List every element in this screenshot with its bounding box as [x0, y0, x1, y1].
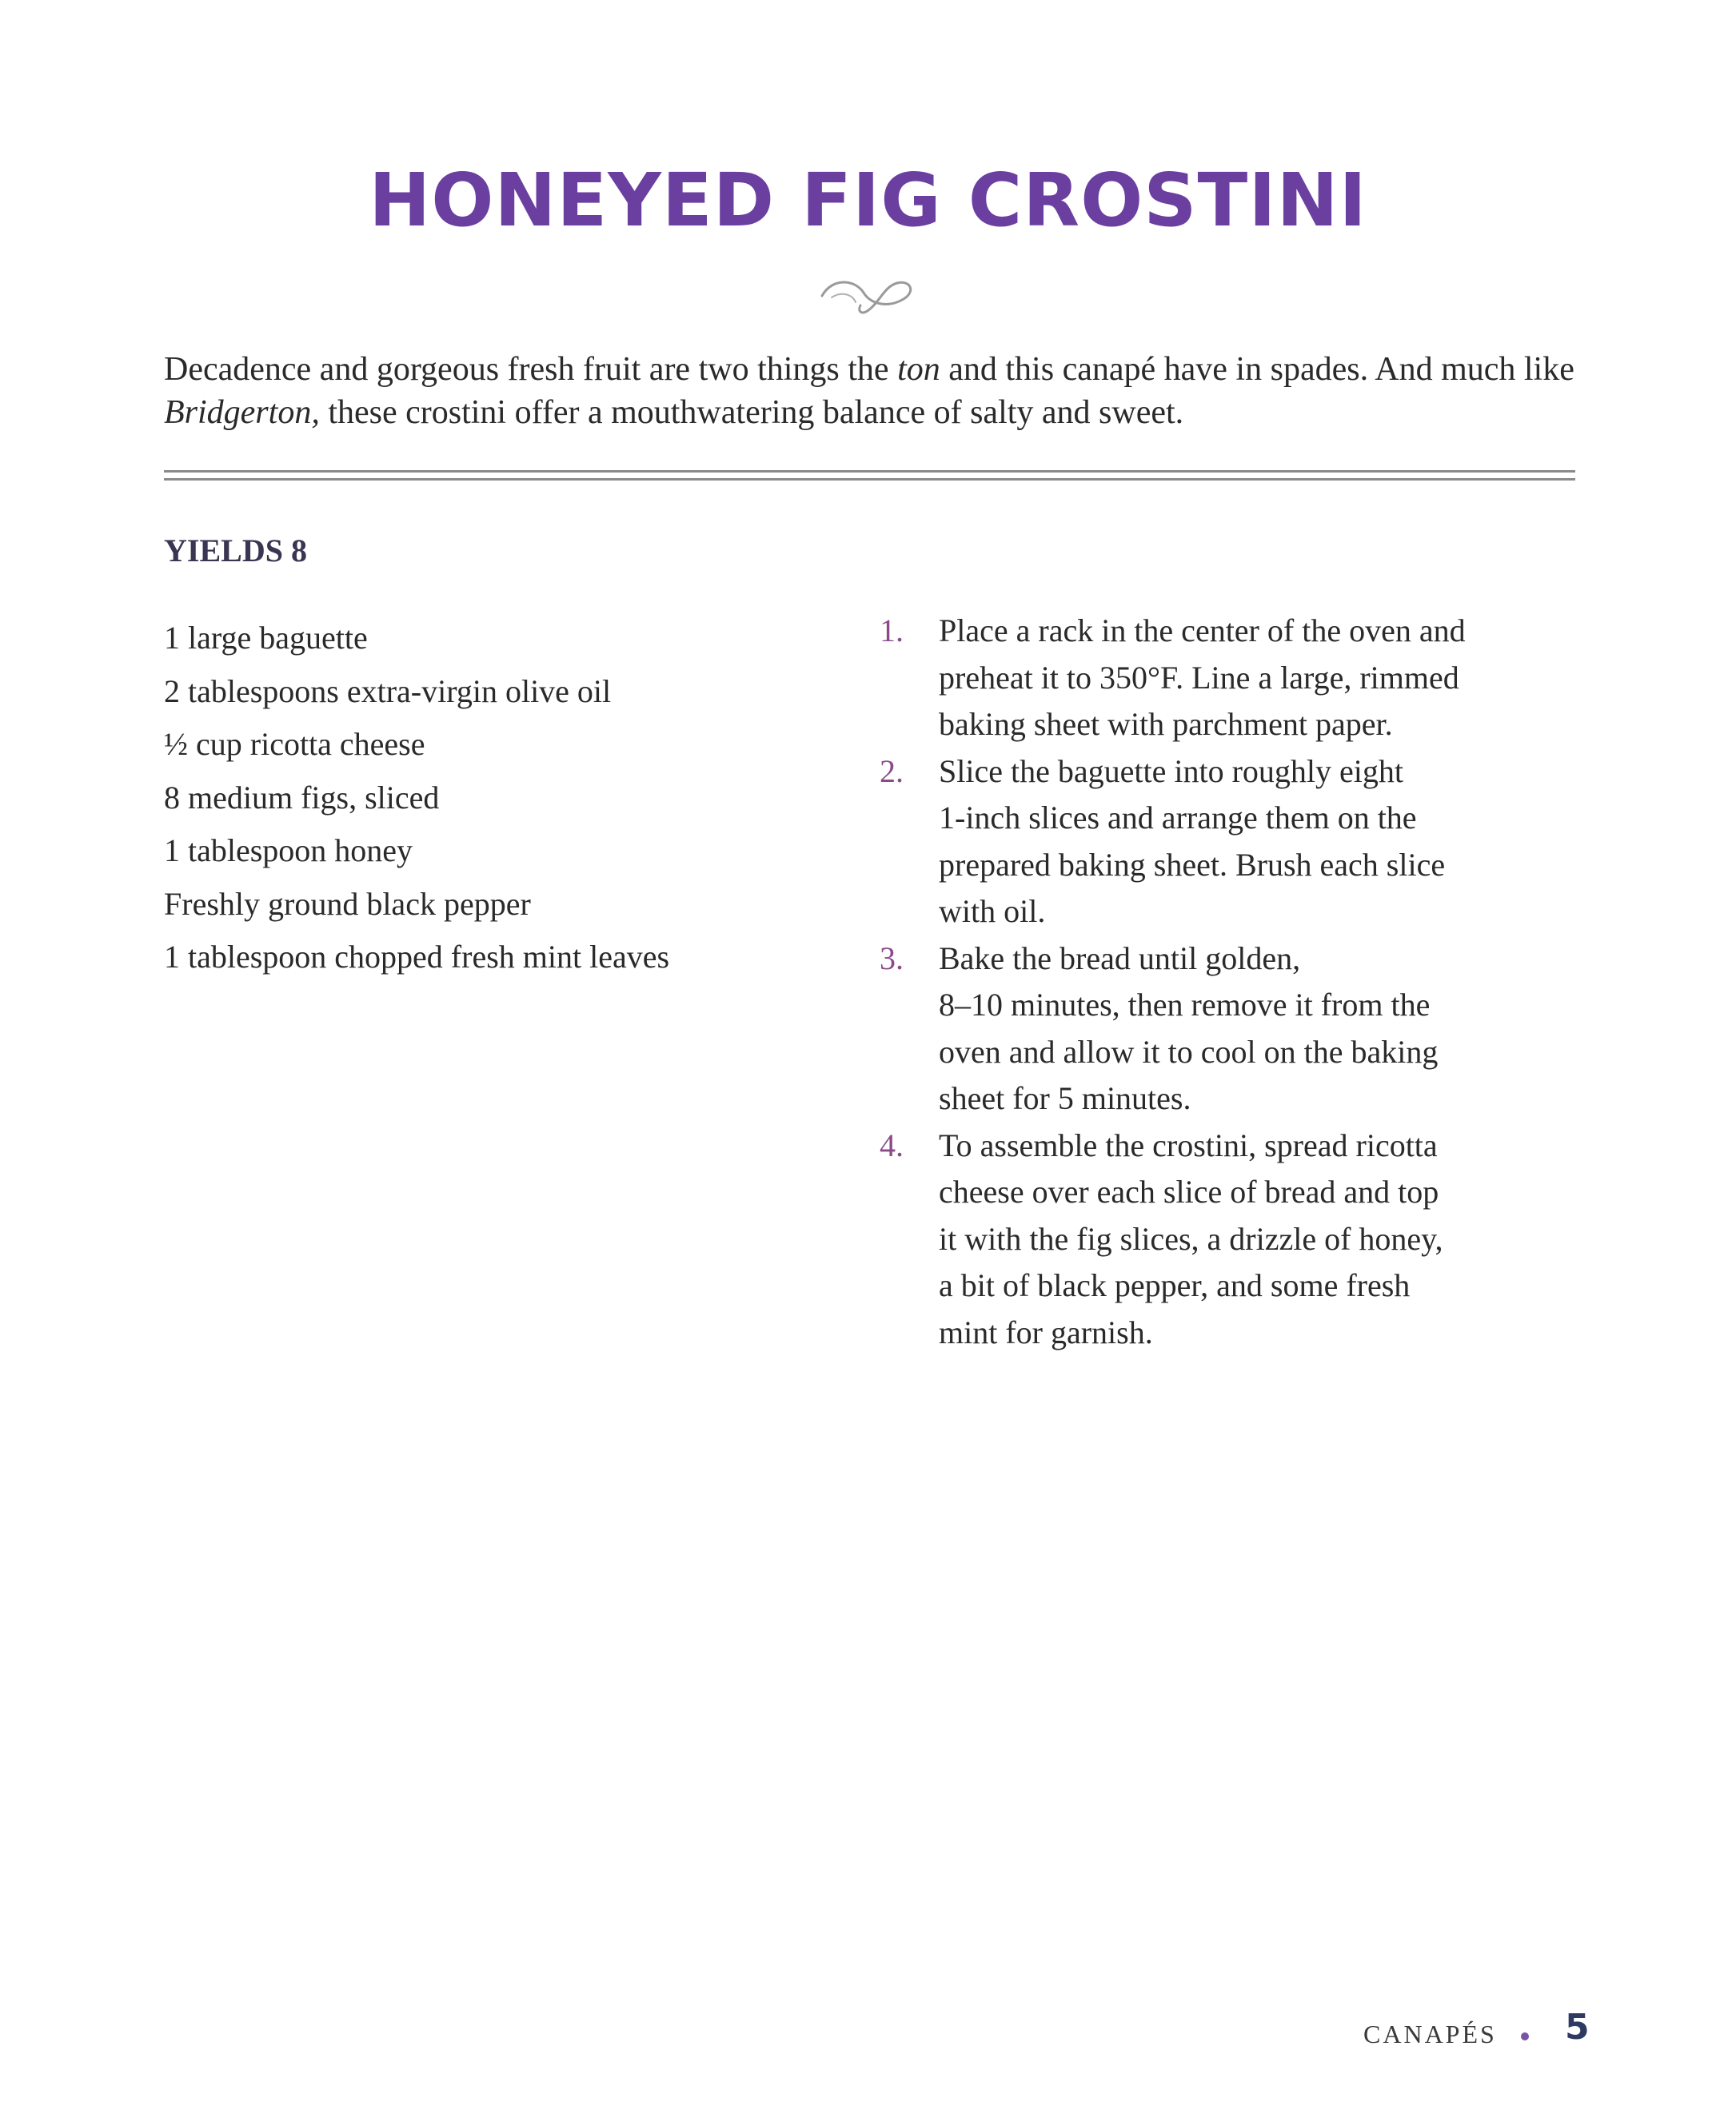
step-line: 8–10 minutes, then remove it from the	[939, 987, 1431, 1023]
ingredient-item: 1 tablespoon chopped fresh mint leaves	[164, 939, 670, 975]
step-text	[939, 748, 1599, 935]
ingredient-item: 1 tablespoon honey	[164, 832, 413, 868]
step-line: Bake the bread until golden,	[939, 939, 1301, 976]
divider-rule-top	[164, 470, 1575, 473]
step-number: 1.	[880, 612, 904, 648]
step-number: 4.	[880, 1127, 904, 1163]
step-number: 3.	[880, 939, 904, 976]
step-text	[939, 1123, 1599, 1357]
ingredient-item: Freshly ground black pepper	[164, 885, 531, 922]
ingredient-item: 8 medium figs, sliced	[164, 779, 440, 816]
step-line: oven and allow it to cool on the baking	[939, 1033, 1439, 1070]
step-line: 1-inch slices and arrange them on the	[939, 800, 1417, 836]
instruction-step	[880, 608, 1599, 748]
step-line: baking sheet with parchment paper.	[939, 706, 1393, 742]
ingredient-item: ½ cup ricotta cheese	[164, 726, 425, 762]
step-line: with oil.	[939, 893, 1046, 929]
recipe-intro	[164, 348, 1587, 434]
ingredient-item: 2 tablespoons extra-virgin olive oil	[164, 672, 612, 709]
step-line: it with the fig slices, a drizzle of honey,	[939, 1220, 1443, 1257]
step-line: prepared baking sheet. Brush each slice	[939, 846, 1446, 883]
instruction-step	[880, 935, 1599, 1123]
page-number: 5	[1565, 2007, 1590, 2048]
step-line: sheet for 5 minutes.	[939, 1080, 1191, 1116]
ingredients-list	[164, 612, 788, 984]
yields-heading: YIELDS 8	[164, 532, 307, 568]
instruction-step	[880, 748, 1599, 935]
step-line: preheat it to 350°F. Line a large, rimmed	[939, 659, 1459, 696]
step-line: cheese over each slice of bread and top	[939, 1174, 1439, 1210]
step-line: To assemble the crostini, spread ricotta	[939, 1127, 1438, 1163]
footer-section-label: CANAPÉS	[1363, 2020, 1497, 2048]
ingredient-item: 1 large baguette	[164, 620, 368, 656]
instructions-list	[880, 608, 1599, 1356]
intro-text-3: these crostini offer a mouthwatering balance of salty and sweet.	[319, 394, 1184, 431]
step-line: mint for garnish.	[939, 1314, 1153, 1350]
intro-text-1: Decadence and gorgeous fresh fruit are two things the	[164, 351, 898, 388]
step-number: 2.	[880, 752, 904, 789]
recipe-title: HONEYED FIG CROSTINI	[369, 158, 1367, 243]
footer-bullet-icon	[1521, 2032, 1529, 2040]
step-line: Place a rack in the center of the oven and	[939, 612, 1466, 648]
intro-italic-bridgerton: Bridgerton,	[164, 394, 320, 431]
intro-italic-ton: ton	[897, 351, 940, 388]
step-text	[939, 935, 1599, 1123]
instruction-step	[880, 1123, 1599, 1357]
divider-rule-bottom	[164, 478, 1575, 481]
flourish-ornament-icon	[816, 264, 920, 328]
step-text	[939, 608, 1599, 748]
intro-text-2: and this canapé have in spades. And much like	[940, 351, 1574, 388]
step-line: a bit of black pepper, and some fresh	[939, 1267, 1411, 1303]
step-line: Slice the baguette into roughly eight	[939, 752, 1403, 789]
